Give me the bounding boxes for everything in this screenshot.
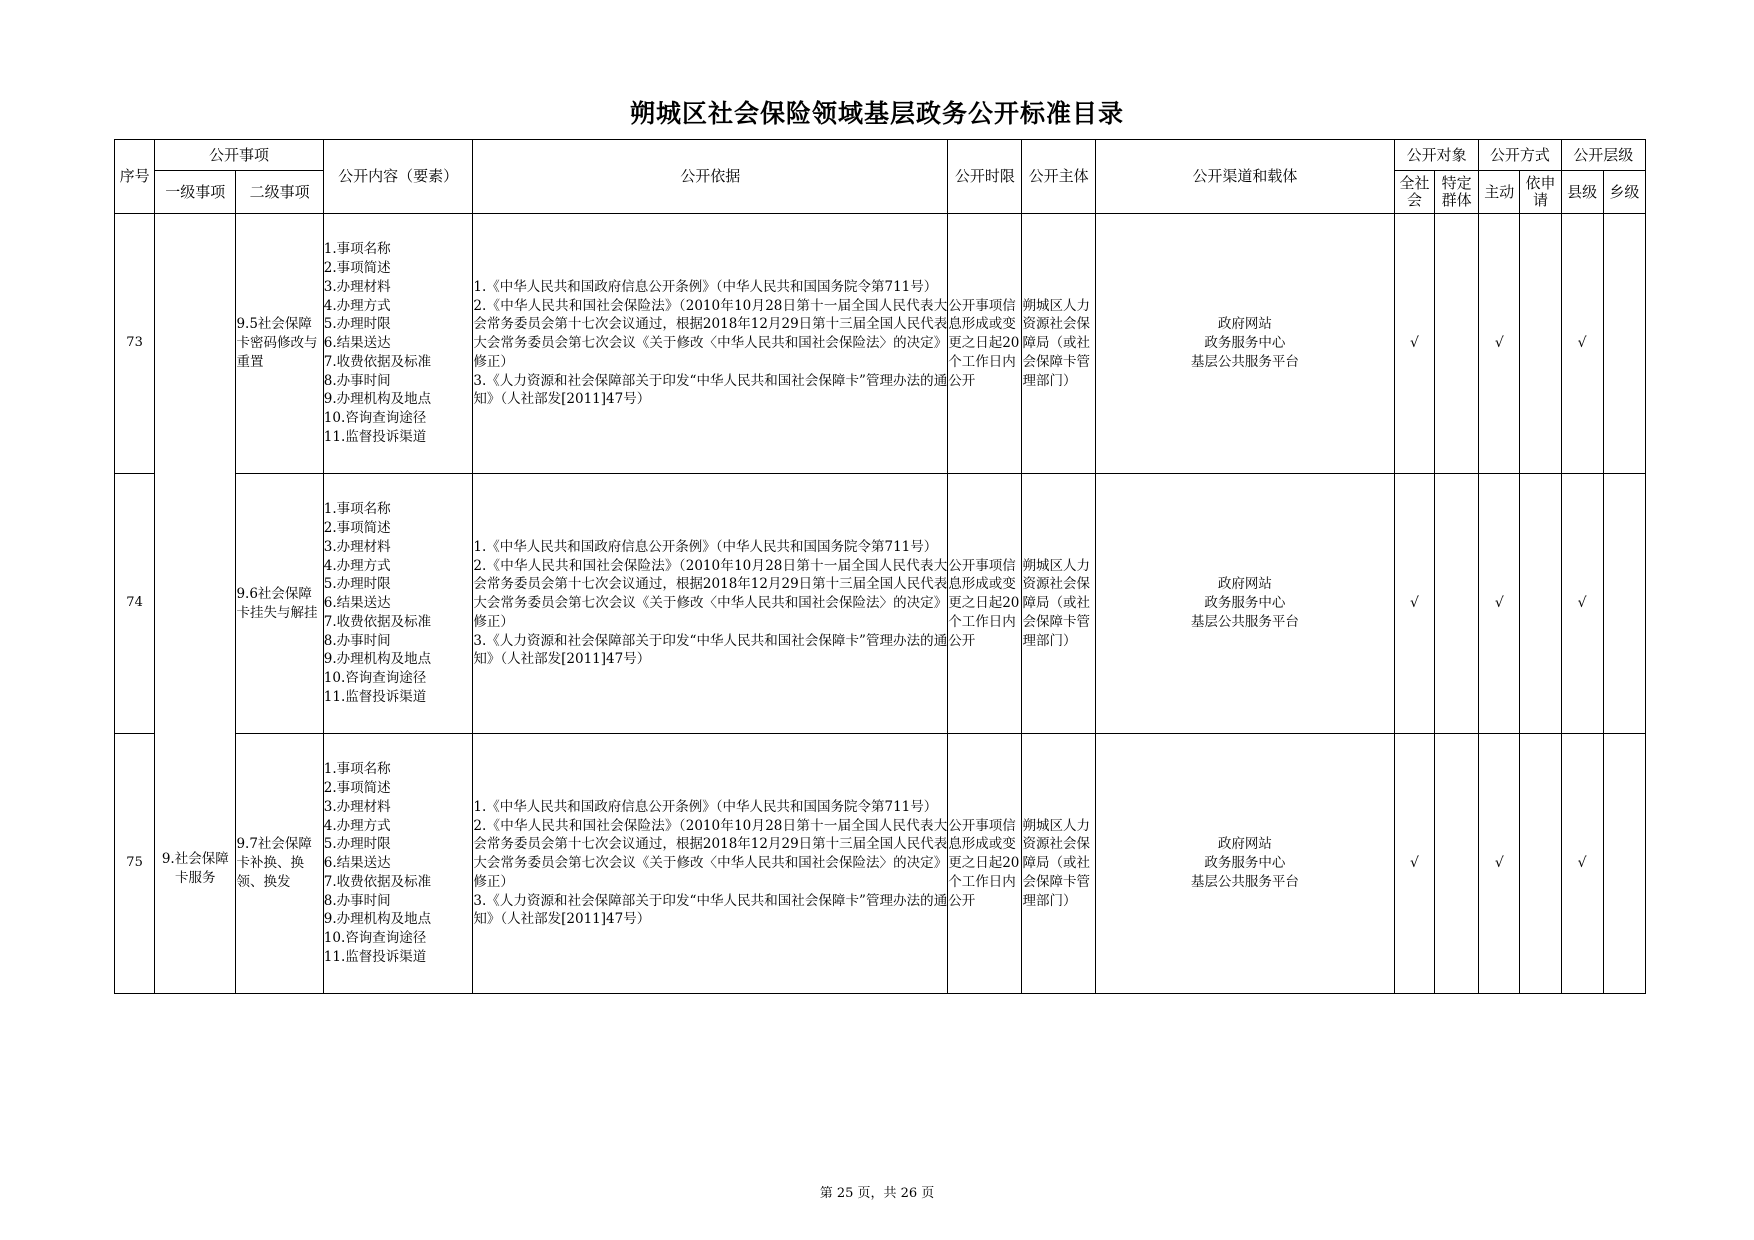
basis-item: 2.《中华人民共和国社会保险法》（2010年10月28日第十一届全国人民代表大会常务委员会第十七次会议通过，根据2018年12月29日第十三届全国人民代表大会常务委员会第七次会议《关于修改〈中华人民共和国社会保险法〉的决定》修正） bbox=[473, 297, 948, 370]
header-target-all: 全社会 bbox=[1394, 171, 1434, 214]
check-method-request bbox=[1520, 734, 1561, 994]
channel-item: 政府网站 bbox=[1217, 836, 1272, 853]
basis-cell bbox=[473, 214, 948, 474]
subject: 朔城区人力资源社会保障局（或社会保障卡管理部门） bbox=[1022, 214, 1095, 474]
check-method-active: √ bbox=[1479, 474, 1520, 734]
basis-cell bbox=[473, 734, 948, 994]
check-level-township bbox=[1603, 734, 1645, 994]
check-level-county: √ bbox=[1561, 214, 1603, 474]
content-item: 8.办事时间 bbox=[323, 372, 391, 389]
table-row bbox=[115, 214, 1646, 474]
header-method: 公开方式 bbox=[1479, 140, 1561, 171]
content-items bbox=[323, 214, 473, 474]
level1-item: 9.社会保障卡服务 bbox=[155, 214, 236, 994]
content-item: 10.咨询查询途径 bbox=[323, 930, 427, 947]
check-method-request bbox=[1520, 474, 1561, 734]
header-level2: 二级事项 bbox=[236, 171, 323, 214]
content-item: 9.办理机构及地点 bbox=[323, 391, 432, 408]
basis-item: 1.《中华人民共和国政府信息公开条例》（中华人民共和国国务院令第711号） bbox=[473, 538, 938, 555]
basis-item: 2.《中华人民共和国社会保险法》（2010年10月28日第十一届全国人民代表大会常务委员会第十七次会议通过，根据2018年12月29日第十三届全国人民代表大会常务委员会第七次会议《关于修改〈中华人民共和国社会保险法〉的决定》修正） bbox=[473, 817, 948, 890]
header-target-specific: 特定群体 bbox=[1435, 171, 1479, 214]
header-channel: 公开渠道和载体 bbox=[1095, 140, 1394, 214]
check-level-township bbox=[1603, 214, 1645, 474]
page-title: 朔城区社会保险领域基层政务公开标准目录 bbox=[629, 99, 1124, 128]
content-item: 6.结果送达 bbox=[323, 335, 391, 352]
header-seq: 序号 bbox=[115, 140, 155, 214]
content-item: 3.办理材料 bbox=[323, 798, 391, 815]
time-limit: 公开事项信息形成或变更之日起20个工作日内公开 bbox=[948, 474, 1022, 734]
content-item: 8.办事时间 bbox=[323, 892, 391, 909]
channel-item: 政务服务中心 bbox=[1204, 855, 1286, 872]
header-method-request: 依申请 bbox=[1520, 171, 1561, 214]
channel-item: 政务服务中心 bbox=[1204, 335, 1286, 352]
basis-item: 1.《中华人民共和国政府信息公开条例》（中华人民共和国国务院令第711号） bbox=[473, 798, 938, 815]
channel-item: 基层公共服务平台 bbox=[1190, 613, 1299, 630]
content-item: 5.办理时限 bbox=[323, 316, 391, 333]
channels-cell bbox=[1095, 734, 1394, 994]
content-item: 11.监督投诉渠道 bbox=[323, 689, 427, 706]
check-level-county: √ bbox=[1561, 734, 1603, 994]
content-item: 9.办理机构及地点 bbox=[323, 651, 432, 668]
header-target: 公开对象 bbox=[1394, 140, 1478, 171]
table-row bbox=[115, 474, 1646, 734]
page-footer: 第 25 页，共 26 页 bbox=[819, 1186, 935, 1201]
check-method-active: √ bbox=[1479, 734, 1520, 994]
check-method-request bbox=[1520, 214, 1561, 474]
header-matter: 公开事项 bbox=[155, 140, 324, 171]
check-method-active: √ bbox=[1479, 214, 1520, 474]
basis-item: 2.《中华人民共和国社会保险法》（2010年10月28日第十一届全国人民代表大会常务委员会第十七次会议通过，根据2018年12月29日第十三届全国人民代表大会常务委员会第七次会议《关于修改〈中华人民共和国社会保险法〉的决定》修正） bbox=[473, 557, 948, 630]
basis-item: 3.《人力资源和社会保障部关于印发“中华人民共和国社会保障卡”管理办法的通知》（人社部发[2011]47号） bbox=[473, 632, 948, 668]
content-item: 2.事项简述 bbox=[323, 259, 391, 276]
content-items bbox=[323, 734, 473, 994]
content-item: 7.收费依据及标准 bbox=[323, 613, 432, 630]
content-item: 2.事项简述 bbox=[323, 519, 391, 536]
check-target-specific bbox=[1435, 214, 1479, 474]
channel-item: 政府网站 bbox=[1217, 316, 1272, 333]
row-seq: 73 bbox=[115, 214, 155, 474]
content-item: 3.办理材料 bbox=[323, 538, 391, 555]
content-item: 4.办理方式 bbox=[323, 297, 391, 314]
header-level1: 一级事项 bbox=[155, 171, 236, 214]
content-item: 11.监督投诉渠道 bbox=[323, 949, 427, 966]
header-time: 公开时限 bbox=[948, 140, 1022, 214]
check-target-all: √ bbox=[1394, 214, 1434, 474]
content-item: 1.事项名称 bbox=[323, 761, 391, 778]
channel-item: 政务服务中心 bbox=[1204, 595, 1286, 612]
level2-item: 9.6社会保障卡挂失与解挂 bbox=[236, 474, 323, 734]
content-item: 8.办事时间 bbox=[323, 632, 391, 649]
check-level-township bbox=[1603, 474, 1645, 734]
channel-item: 政府网站 bbox=[1217, 576, 1272, 593]
content-item: 6.结果送达 bbox=[323, 595, 391, 612]
header-level-township: 乡级 bbox=[1603, 171, 1645, 214]
content-item: 5.办理时限 bbox=[323, 576, 391, 593]
header-basis: 公开依据 bbox=[473, 140, 948, 214]
content-items bbox=[323, 474, 473, 734]
catalog-table bbox=[114, 139, 1646, 994]
check-target-specific bbox=[1435, 474, 1479, 734]
channels-cell bbox=[1095, 474, 1394, 734]
content-item: 4.办理方式 bbox=[323, 817, 391, 834]
row-seq: 74 bbox=[115, 474, 155, 734]
time-limit: 公开事项信息形成或变更之日起20个工作日内公开 bbox=[948, 214, 1022, 474]
content-item: 7.收费依据及标准 bbox=[323, 353, 432, 370]
content-item: 9.办理机构及地点 bbox=[323, 911, 432, 928]
basis-item: 3.《人力资源和社会保障部关于印发“中华人民共和国社会保障卡”管理办法的通知》（人社部发[2011]47号） bbox=[473, 892, 948, 928]
header-method-active: 主动 bbox=[1479, 171, 1520, 214]
check-target-all: √ bbox=[1394, 474, 1434, 734]
basis-item: 3.《人力资源和社会保障部关于印发“中华人民共和国社会保障卡”管理办法的通知》（人社部发[2011]47号） bbox=[473, 372, 948, 408]
content-item: 11.监督投诉渠道 bbox=[323, 429, 427, 446]
content-item: 4.办理方式 bbox=[323, 557, 391, 574]
content-item: 7.收费依据及标准 bbox=[323, 873, 432, 890]
content-item: 2.事项简述 bbox=[323, 779, 391, 796]
content-item: 10.咨询查询途径 bbox=[323, 670, 427, 687]
check-target-all: √ bbox=[1394, 734, 1434, 994]
content-item: 1.事项名称 bbox=[323, 241, 391, 258]
channels-cell bbox=[1095, 214, 1394, 474]
header-subject: 公开主体 bbox=[1022, 140, 1095, 214]
content-item: 6.结果送达 bbox=[323, 855, 391, 872]
basis-item: 1.《中华人民共和国政府信息公开条例》（中华人民共和国国务院令第711号） bbox=[473, 278, 938, 295]
row-seq: 75 bbox=[115, 734, 155, 994]
channel-item: 基层公共服务平台 bbox=[1190, 873, 1299, 890]
content-item: 3.办理材料 bbox=[323, 278, 391, 295]
header-level-county: 县级 bbox=[1561, 171, 1603, 214]
level2-item: 9.7社会保障卡补换、换领、换发 bbox=[236, 734, 323, 994]
content-item: 5.办理时限 bbox=[323, 836, 391, 853]
header-level: 公开层级 bbox=[1561, 140, 1645, 171]
header-content: 公开内容（要素） bbox=[323, 140, 473, 214]
time-limit: 公开事项信息形成或变更之日起20个工作日内公开 bbox=[948, 734, 1022, 994]
content-item: 1.事项名称 bbox=[323, 501, 391, 518]
subject: 朔城区人力资源社会保障局（或社会保障卡管理部门） bbox=[1022, 734, 1095, 994]
level2-item: 9.5社会保障卡密码修改与重置 bbox=[236, 214, 323, 474]
content-item: 10.咨询查询途径 bbox=[323, 410, 427, 427]
subject: 朔城区人力资源社会保障局（或社会保障卡管理部门） bbox=[1022, 474, 1095, 734]
check-target-specific bbox=[1435, 734, 1479, 994]
table-row bbox=[115, 734, 1646, 994]
basis-cell bbox=[473, 474, 948, 734]
channel-item: 基层公共服务平台 bbox=[1190, 353, 1299, 370]
check-level-county: √ bbox=[1561, 474, 1603, 734]
